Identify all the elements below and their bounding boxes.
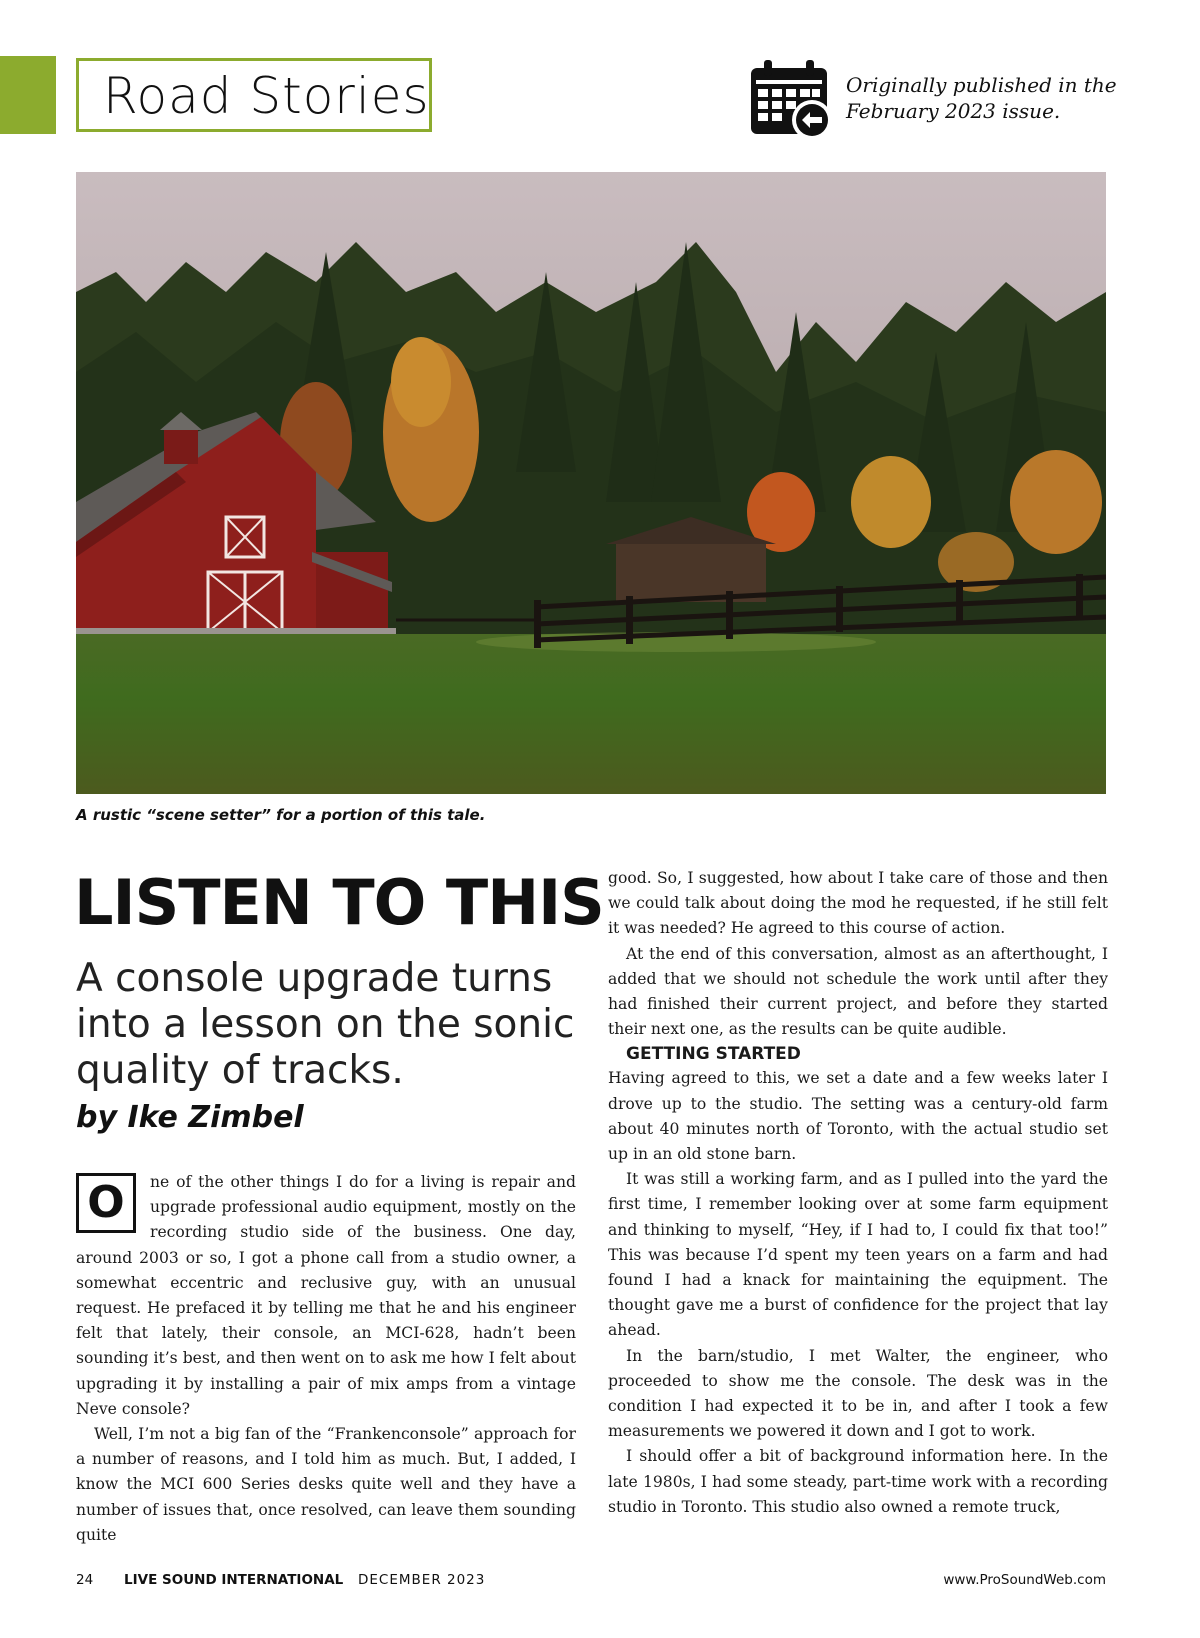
paragraph: At the end of this conversation, almost as an afterthought, I added that we should not schedule the work until after they had finished their current project, and before they started their next one, as the results can be quite audible. [608,944,1108,1039]
article-deck: A console upgrade turns into a lesson on the sonic quality of tracks. [76,956,575,1093]
paragraph: Having agreed to this, we set a date and a few weeks later I drove up to the studio. The setting was a century-old farm about 40 minutes north of Toronto, with the actual studio set up in an old stone barn. [608,1069,1108,1164]
publication-note [846,72,1166,124]
article-column-right [608,866,1108,1520]
magazine-name: LIVE SOUND INTERNATIONAL [124,1572,344,1588]
drop-cap: O [76,1173,136,1233]
issue-date: DECEMBER 2023 [358,1572,486,1588]
website-link[interactable]: www.ProSoundWeb.com [943,1572,1106,1588]
paragraph: I should offer a bit of background information here. In the late 1980s, I had some steady, part-time work with a recording studio in Toronto. This studio also owned a remote truck, [608,1447,1108,1516]
section-accent-tab [0,56,56,134]
page-footer [76,1572,1106,1596]
paragraph: ne of the other things I do for a living is repair and upgrade professional audio equipment, mostly on the recording studio side of the business. One day, around 2003 or so, I got a phone call from a studio owner, a somewhat eccentric and reclusive guy, with an unusual request. He prefaced it by telling me that he and his engineer felt that lately, their console, an MCI-628, hadn’t been sounding it’s best, and then went on to ask me how I felt about upgrading it by installing a pair of mix amps from a vintage Neve console? [76,1173,576,1418]
calendar-back-icon [748,60,834,142]
photo-caption: A rustic “scene setter” for a portion of this tale. [76,806,486,824]
paragraph: In the barn/studio, I met Walter, the engineer, who proceeded to show me the console. The desk was in the condition I had expected it to be in, and after I took a few measurements we powered it down and I got to work. [608,1346,1108,1441]
barn-photo [76,172,1106,794]
article-byline: by Ike Zimbel [76,1100,304,1135]
article-headline: LISTEN TO THIS [74,866,604,939]
publication-note-line1: Originally published in the [846,73,1117,97]
page-number: 24 [76,1572,94,1588]
publication-note-line2: February 2023 issue. [846,99,1061,123]
section-label-box [76,58,432,132]
paragraph: Well, I’m not a big fan of the “Frankenconsole” approach for a number of reasons, and I told him as much. But, I added, I know the MCI 600 Series desks quite well and they have a number of issues that, once resolved, can leave them sounding quite [76,1425,576,1544]
paragraph: It was still a working farm, and as I pulled into the yard the first time, I remember looking over at some farm equipment and thinking to myself, “Hey, if I had to, I could fix that too!” This was because I’d spent my teen years on a farm and had found I had a knack for maintaining the equipment. The thought gave me a burst of confidence for the project that lay ahead. [608,1170,1108,1340]
article-column-left [76,1170,576,1548]
section-subhead: GETTING STARTED [626,1044,801,1065]
paragraph: good. So, I suggested, how about I take care of those and then we could talk about doing the mod he requested, if he still felt it was needed? He agreed to this course of action. [608,869,1108,938]
section-label: Road Stories [103,67,430,125]
